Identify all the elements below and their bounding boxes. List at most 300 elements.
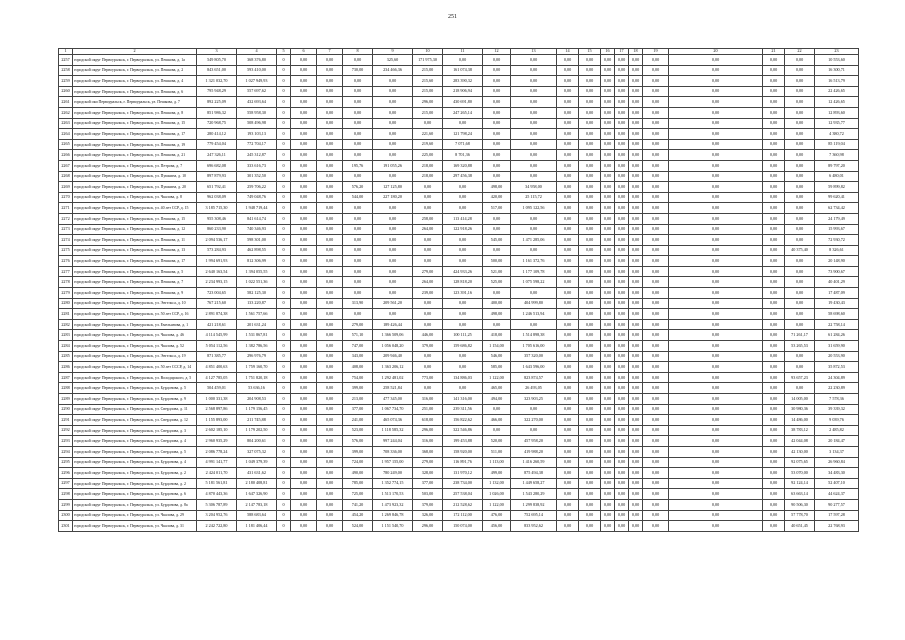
column-header: 16 bbox=[601, 49, 615, 55]
row-number-cell: 2266 bbox=[59, 150, 73, 161]
value-cell: 457 958,20 bbox=[511, 436, 557, 447]
value-cell: 0,00 bbox=[669, 203, 763, 214]
value-cell: 0,00 bbox=[629, 478, 643, 489]
value-cell: 0,00 bbox=[511, 65, 557, 76]
value-cell: 17 597,28 bbox=[815, 510, 859, 521]
value-cell: 0,00 bbox=[413, 182, 443, 193]
value-cell: 0,00 bbox=[483, 55, 511, 66]
value-cell: 0,00 bbox=[557, 182, 579, 193]
value-cell: 0,00 bbox=[785, 139, 815, 150]
value-cell: 0,00 bbox=[643, 478, 669, 489]
address-cell: городской округ Первоуральск, г. Первоуральск, ул. Энгельса, д. 10 bbox=[73, 298, 197, 309]
value-cell: 875 494,38 bbox=[511, 468, 557, 479]
value-cell: 0,00 bbox=[557, 330, 579, 341]
value-cell: 0,00 bbox=[291, 235, 317, 246]
value-cell: 39 339,32 bbox=[815, 404, 859, 415]
value-cell: 0,00 bbox=[615, 510, 629, 521]
value-cell: 0,00 bbox=[557, 425, 579, 436]
value-cell: 724,00 bbox=[343, 457, 373, 468]
value-cell: 0,00 bbox=[511, 55, 557, 66]
table-row bbox=[59, 415, 859, 426]
value-cell: 0,00 bbox=[317, 510, 343, 521]
value-cell: 0,00 bbox=[511, 97, 557, 108]
value-cell: 0 bbox=[277, 182, 291, 193]
value-cell: 1 543 280,29 bbox=[511, 489, 557, 500]
value-cell: 328,00 bbox=[413, 468, 443, 479]
value-cell: 1 394 055,55 bbox=[237, 266, 277, 277]
value-cell: 1 352 774,15 bbox=[373, 478, 413, 489]
value-cell: 0,00 bbox=[601, 288, 615, 299]
value-cell: 0,00 bbox=[785, 224, 815, 235]
value-cell: 0,00 bbox=[579, 341, 601, 352]
value-cell: 2 424 011,70 bbox=[197, 468, 237, 479]
value-cell: 0,00 bbox=[343, 171, 373, 182]
value-cell: 218,00 bbox=[413, 160, 443, 171]
value-cell: 0,00 bbox=[579, 192, 601, 203]
value-cell: 0,00 bbox=[669, 55, 763, 66]
value-cell: 0,00 bbox=[643, 235, 669, 246]
value-cell: 0,00 bbox=[643, 521, 669, 532]
value-cell: 239,00 bbox=[413, 288, 443, 299]
value-cell: 0,00 bbox=[629, 425, 643, 436]
value-cell: 0,00 bbox=[601, 415, 615, 426]
value-cell: 0,00 bbox=[669, 118, 763, 129]
value-cell: 0,00 bbox=[643, 129, 669, 140]
value-cell: 0,00 bbox=[763, 394, 785, 405]
value-cell: 0,00 bbox=[615, 521, 629, 532]
value-cell: 0 bbox=[277, 129, 291, 140]
value-cell: 0,00 bbox=[483, 245, 511, 256]
value-cell: 0,00 bbox=[483, 288, 511, 299]
value-cell: 0,00 bbox=[629, 499, 643, 510]
value-cell: 0,00 bbox=[615, 171, 629, 182]
value-cell: 213,00 bbox=[343, 394, 373, 405]
value-cell: 0,00 bbox=[557, 499, 579, 510]
value-cell: 0 bbox=[277, 86, 291, 97]
table-row bbox=[59, 362, 859, 373]
address-cell: городской округ Первоуральск, г. Первоуральск, ул. Пешкова, д. 15 bbox=[73, 213, 197, 224]
value-cell: 0,00 bbox=[511, 213, 557, 224]
value-cell: 40 651,45 bbox=[785, 521, 815, 532]
value-cell: 0 bbox=[277, 309, 291, 320]
value-cell: 0 bbox=[277, 394, 291, 405]
column-header: 2 bbox=[73, 49, 197, 55]
value-cell: 0,00 bbox=[601, 298, 615, 309]
value-cell: 0,00 bbox=[317, 203, 343, 214]
value-cell: 0,00 bbox=[643, 372, 669, 383]
row-number-cell: 2286 bbox=[59, 362, 73, 373]
value-cell: 0,00 bbox=[669, 510, 763, 521]
value-cell: 0,00 bbox=[615, 245, 629, 256]
value-cell: 962 038,09 bbox=[197, 192, 237, 203]
value-cell: 0,00 bbox=[579, 457, 601, 468]
value-cell: 0,00 bbox=[483, 129, 511, 140]
value-cell: 0,00 bbox=[443, 351, 483, 362]
address-cell: городской округ Первоуральск, г. Первоуральск, ул. Бурдонова, д. 8а bbox=[73, 499, 197, 510]
value-cell: 0,00 bbox=[763, 309, 785, 320]
value-cell: 0,00 bbox=[669, 235, 763, 246]
value-cell: 0,00 bbox=[317, 182, 343, 193]
column-header: 8 bbox=[343, 49, 373, 55]
value-cell: 1 161 372,76 bbox=[511, 256, 557, 267]
value-cell: 0,00 bbox=[557, 457, 579, 468]
value-cell: 0,00 bbox=[763, 277, 785, 288]
value-cell: 1 118 585,32 bbox=[373, 425, 413, 436]
value-cell: 0,00 bbox=[343, 266, 373, 277]
value-cell: 0,00 bbox=[601, 160, 615, 171]
value-cell: 1 473 923,32 bbox=[373, 499, 413, 510]
value-cell: 1 269 846,78 bbox=[373, 510, 413, 521]
column-header: 3 bbox=[197, 49, 237, 55]
value-cell: 0,00 bbox=[763, 129, 785, 140]
value-cell: 26 960,84 bbox=[815, 457, 859, 468]
row-number-cell: 2267 bbox=[59, 160, 73, 171]
value-cell: 0,00 bbox=[629, 160, 643, 171]
value-cell: 0,00 bbox=[483, 404, 511, 415]
value-cell: 0,00 bbox=[557, 160, 579, 171]
value-cell: 0,00 bbox=[291, 425, 317, 436]
value-cell: 0,00 bbox=[763, 139, 785, 150]
value-cell: 546,00 bbox=[483, 351, 511, 362]
value-cell: 598 301,00 bbox=[237, 235, 277, 246]
row-number-cell: 2270 bbox=[59, 192, 73, 203]
value-cell: 1 643 596,00 bbox=[511, 362, 557, 373]
value-cell: 0,00 bbox=[601, 97, 615, 108]
value-cell: 752 695,14 bbox=[511, 510, 557, 521]
value-cell: 0,00 bbox=[601, 182, 615, 193]
value-cell: 0,00 bbox=[557, 489, 579, 500]
value-cell: 0,00 bbox=[579, 394, 601, 405]
value-cell: 0,00 bbox=[643, 288, 669, 299]
value-cell: 0,00 bbox=[317, 118, 343, 129]
value-cell: 2 960 935,29 bbox=[197, 436, 237, 447]
value-cell: 558 958,30 bbox=[237, 107, 277, 118]
value-cell: 0,00 bbox=[601, 362, 615, 373]
value-cell: 1 416 260,59 bbox=[511, 457, 557, 468]
address-cell: городской округ Первоуральск, г. Первоуральск, ул. Бурдонова, д. 2 bbox=[73, 468, 197, 479]
table-row bbox=[59, 478, 859, 489]
value-cell: 0,00 bbox=[763, 224, 785, 235]
table-row bbox=[59, 436, 859, 447]
table-row bbox=[59, 203, 859, 214]
value-cell: 0,00 bbox=[669, 139, 763, 150]
value-cell: 42 130,00 bbox=[785, 446, 815, 457]
value-cell: 804 200,61 bbox=[237, 436, 277, 447]
value-cell: 1 957 155,00 bbox=[373, 457, 413, 468]
value-cell: 128 818,20 bbox=[443, 277, 483, 288]
value-cell: 0,00 bbox=[483, 171, 511, 182]
table-body bbox=[59, 55, 859, 532]
value-cell: 780 249,00 bbox=[373, 468, 413, 479]
value-cell: 2 086 778,24 bbox=[197, 446, 237, 457]
address-cell: городской округ Первоуральск, г. Первоуральск, ул. Петрова, д. 7 bbox=[73, 160, 197, 171]
value-cell: 0,00 bbox=[291, 150, 317, 161]
value-cell: 0,00 bbox=[413, 298, 443, 309]
value-cell: 0,00 bbox=[443, 203, 483, 214]
value-cell: 0,00 bbox=[629, 150, 643, 161]
value-cell: 0,00 bbox=[643, 425, 669, 436]
value-cell: 0,00 bbox=[511, 319, 557, 330]
value-cell: 0,00 bbox=[629, 510, 643, 521]
value-cell: 0,00 bbox=[643, 160, 669, 171]
value-cell: 0,00 bbox=[373, 309, 413, 320]
table-row bbox=[59, 118, 859, 129]
value-cell: 0,00 bbox=[291, 510, 317, 521]
row-number-cell: 2276 bbox=[59, 256, 73, 267]
value-cell: 1 026,00 bbox=[483, 489, 511, 500]
value-cell: 35 872,53 bbox=[815, 362, 859, 373]
row-number-cell: 2271 bbox=[59, 203, 73, 214]
value-cell: 0,00 bbox=[629, 298, 643, 309]
value-cell: 0 bbox=[277, 150, 291, 161]
value-cell: 0,00 bbox=[629, 446, 643, 457]
table-row bbox=[59, 446, 859, 457]
value-cell: 0,00 bbox=[317, 362, 343, 373]
value-cell: 0,00 bbox=[763, 97, 785, 108]
address-cell: городской округ Первоуральск, г. Первоуральск, ул. Пешкова, д. 4 bbox=[73, 76, 197, 87]
table-row bbox=[59, 468, 859, 479]
value-cell: 0,00 bbox=[343, 224, 373, 235]
value-cell: 215,00 bbox=[413, 107, 443, 118]
value-cell: 0,00 bbox=[291, 171, 317, 182]
value-cell: 0,00 bbox=[601, 129, 615, 140]
value-cell: 490,00 bbox=[343, 468, 373, 479]
value-cell: 0,00 bbox=[601, 213, 615, 224]
value-cell: 31 659,90 bbox=[815, 341, 859, 352]
value-cell: 0,00 bbox=[669, 457, 763, 468]
value-cell: 53 636,16 bbox=[237, 383, 277, 394]
column-header: 19 bbox=[643, 49, 669, 55]
value-cell: 0,00 bbox=[483, 213, 511, 224]
address-cell: городской округ Первоуральск, г. Первоуральск, ул. Энгельса, д. 19 bbox=[73, 351, 197, 362]
address-cell: городской округ Первоуральск, г. Первоуральск, ул. 40 лет ССР, д. 15 bbox=[73, 203, 197, 214]
value-cell: 0,00 bbox=[601, 468, 615, 479]
value-cell: 322 270,00 bbox=[511, 415, 557, 426]
value-cell: 0,00 bbox=[629, 107, 643, 118]
value-cell: 0,00 bbox=[615, 319, 629, 330]
value-cell: 0,00 bbox=[643, 330, 669, 341]
value-cell: 0,00 bbox=[643, 139, 669, 150]
value-cell: 191 055,26 bbox=[373, 160, 413, 171]
value-cell: 0,00 bbox=[669, 521, 763, 532]
table-row bbox=[59, 245, 859, 256]
value-cell: 0,00 bbox=[317, 489, 343, 500]
value-cell: 0,00 bbox=[291, 362, 317, 373]
value-cell: 0,00 bbox=[317, 107, 343, 118]
value-cell: 0,00 bbox=[343, 213, 373, 224]
value-cell: 0,00 bbox=[629, 468, 643, 479]
value-cell: 0,00 bbox=[443, 362, 483, 373]
table-row bbox=[59, 256, 859, 267]
value-cell: 1 049 379,39 bbox=[237, 457, 277, 468]
table-row bbox=[59, 150, 859, 161]
value-cell: 582 125,30 bbox=[237, 288, 277, 299]
value-cell: 0,00 bbox=[557, 129, 579, 140]
value-cell: 0,00 bbox=[601, 256, 615, 267]
value-cell: 0,00 bbox=[763, 86, 785, 97]
value-cell: 500,00 bbox=[483, 256, 511, 267]
value-cell: 524,00 bbox=[343, 521, 373, 532]
value-cell: 0,00 bbox=[629, 277, 643, 288]
value-cell: 131 970,12 bbox=[443, 468, 483, 479]
value-cell: 0,00 bbox=[763, 235, 785, 246]
address-cell: городской округ Первоуральск, г. Первоуральск, ул. Бурдонова, д. 6 bbox=[73, 489, 197, 500]
address-cell: городской округ Первоуральск, г. Первоуральск, ул. Володарского, д. 5 bbox=[73, 372, 197, 383]
value-cell: 0,00 bbox=[669, 160, 763, 171]
value-cell: 323 903,25 bbox=[511, 394, 557, 405]
value-cell: 651 792,41 bbox=[197, 182, 237, 193]
value-cell: 0,00 bbox=[785, 213, 815, 224]
value-cell: 100 111,25 bbox=[443, 330, 483, 341]
value-cell: 5 181 561,81 bbox=[197, 478, 237, 489]
value-cell: 420,00 bbox=[483, 192, 511, 203]
value-cell: 0,00 bbox=[785, 86, 815, 97]
value-cell: 0,00 bbox=[443, 383, 483, 394]
value-cell: 1 022 551,36 bbox=[237, 277, 277, 288]
value-cell: 0,00 bbox=[629, 404, 643, 415]
value-cell: 0,00 bbox=[763, 489, 785, 500]
value-cell: 0,00 bbox=[443, 118, 483, 129]
value-cell: 245 312,87 bbox=[237, 150, 277, 161]
value-cell: 0,00 bbox=[669, 436, 763, 447]
value-cell: 0,00 bbox=[643, 351, 669, 362]
value-cell: 0,00 bbox=[579, 129, 601, 140]
value-cell: 0,00 bbox=[557, 446, 579, 457]
value-cell: 0 bbox=[277, 55, 291, 66]
value-cell: 53 265,53 bbox=[785, 341, 815, 352]
value-cell: 0,00 bbox=[557, 415, 579, 426]
value-cell: 2 640 163,54 bbox=[197, 266, 237, 277]
row-number-cell: 2275 bbox=[59, 245, 73, 256]
value-cell: 557 697,62 bbox=[237, 86, 277, 97]
value-cell: 57 778,70 bbox=[785, 510, 815, 521]
column-header: 7 bbox=[317, 49, 343, 55]
value-cell: 499,00 bbox=[483, 468, 511, 479]
table-row bbox=[59, 192, 859, 203]
value-cell: 0,00 bbox=[373, 97, 413, 108]
column-header: 15 bbox=[579, 49, 601, 55]
value-cell: 767 215,60 bbox=[197, 298, 237, 309]
value-cell: 0,00 bbox=[615, 150, 629, 161]
value-cell: 0,00 bbox=[343, 288, 373, 299]
value-cell: 0,00 bbox=[413, 383, 443, 394]
column-header: 18 bbox=[629, 49, 643, 55]
value-cell: 0,00 bbox=[601, 446, 615, 457]
value-cell: 2 180 408,81 bbox=[237, 478, 277, 489]
value-cell: 58 698,60 bbox=[815, 309, 859, 320]
value-cell: 377,00 bbox=[413, 478, 443, 489]
value-cell: 0,00 bbox=[669, 65, 763, 76]
value-cell: 0,00 bbox=[615, 192, 629, 203]
value-cell: 0,00 bbox=[413, 235, 443, 246]
value-cell: 0,00 bbox=[601, 150, 615, 161]
value-cell: 72 930,72 bbox=[815, 235, 859, 246]
value-cell: 0,00 bbox=[629, 288, 643, 299]
value-cell: 12 935,77 bbox=[815, 118, 859, 129]
value-cell: 0,00 bbox=[291, 309, 317, 320]
value-cell: 257 538,04 bbox=[443, 489, 483, 500]
column-header: 13 bbox=[511, 49, 557, 55]
value-cell: 0,00 bbox=[557, 277, 579, 288]
row-number-cell: 2265 bbox=[59, 139, 73, 150]
value-cell: 0 bbox=[277, 478, 291, 489]
value-cell: 593 410,00 bbox=[237, 65, 277, 76]
value-cell: 8 326,61 bbox=[815, 245, 859, 256]
value-cell: 0,00 bbox=[557, 394, 579, 405]
address-cell: городской округ Первоуральск, г. Первоуральск, ул. Свердлова, д. 3 bbox=[73, 425, 197, 436]
value-cell: 1 122,00 bbox=[483, 372, 511, 383]
value-cell: 0,00 bbox=[373, 107, 413, 118]
value-cell: 772 704,17 bbox=[237, 139, 277, 150]
column-header: 17 bbox=[615, 49, 629, 55]
value-cell: 1 751 820,18 bbox=[237, 372, 277, 383]
value-cell: 0,00 bbox=[785, 55, 815, 66]
value-cell: 0 bbox=[277, 288, 291, 299]
value-cell: 0,00 bbox=[511, 118, 557, 129]
value-cell: 0,00 bbox=[557, 97, 579, 108]
value-cell: 0,00 bbox=[317, 86, 343, 97]
value-cell: 99 620,41 bbox=[815, 192, 859, 203]
value-cell: 0,00 bbox=[579, 277, 601, 288]
value-cell: 0,00 bbox=[763, 457, 785, 468]
value-cell: 997 244,04 bbox=[373, 436, 413, 447]
value-cell: 588 683,64 bbox=[237, 510, 277, 521]
value-cell: 399,00 bbox=[343, 383, 373, 394]
address-cell: городской округ Первоуральск, г. Первоуральск, ул. Бурдонова, д. 5 bbox=[73, 383, 197, 394]
value-cell: 2 485,82 bbox=[815, 425, 859, 436]
value-cell: 0,00 bbox=[557, 362, 579, 373]
value-cell: 0,00 bbox=[291, 372, 317, 383]
value-cell: 0,00 bbox=[511, 224, 557, 235]
row-number-cell: 2263 bbox=[59, 118, 73, 129]
table-row bbox=[59, 330, 859, 341]
value-cell: 843 651,00 bbox=[197, 65, 237, 76]
value-cell: 0 bbox=[277, 160, 291, 171]
value-cell: 0,00 bbox=[643, 319, 669, 330]
value-cell: 0,00 bbox=[317, 171, 343, 182]
value-cell: 0,00 bbox=[763, 478, 785, 489]
value-cell: 0,00 bbox=[343, 150, 373, 161]
value-cell: 0,00 bbox=[643, 65, 669, 76]
value-cell: 0,00 bbox=[601, 510, 615, 521]
address-cell: городской округ Первоуральск, г. Первоуральск, ул. Чкалова, д. 29 bbox=[73, 510, 197, 521]
value-cell: 0 bbox=[277, 457, 291, 468]
value-cell: 0,00 bbox=[557, 256, 579, 267]
value-cell: 0,00 bbox=[291, 277, 317, 288]
value-cell: 0,00 bbox=[343, 86, 373, 97]
row-number-cell: 2292 bbox=[59, 425, 73, 436]
value-cell: 3 134,37 bbox=[815, 446, 859, 457]
value-cell: 0,00 bbox=[669, 341, 763, 352]
value-cell: 1 382 786,56 bbox=[237, 341, 277, 352]
value-cell: 0,00 bbox=[291, 341, 317, 352]
value-cell: 0,00 bbox=[291, 118, 317, 129]
value-cell: 0 bbox=[277, 171, 291, 182]
value-cell: 520,00 bbox=[483, 436, 511, 447]
value-cell: 0,00 bbox=[669, 298, 763, 309]
value-cell: 195,76 bbox=[343, 160, 373, 171]
value-cell: 0,00 bbox=[413, 203, 443, 214]
value-cell: 0,00 bbox=[579, 446, 601, 457]
value-cell: 24 179,49 bbox=[815, 213, 859, 224]
value-cell: 0,00 bbox=[291, 457, 317, 468]
value-cell: 0,00 bbox=[785, 129, 815, 140]
value-cell: 0,00 bbox=[763, 510, 785, 521]
value-cell: 0,00 bbox=[511, 139, 557, 150]
value-cell: 0,00 bbox=[511, 171, 557, 182]
value-cell: 749 048,76 bbox=[237, 192, 277, 203]
value-cell: 0,00 bbox=[579, 97, 601, 108]
